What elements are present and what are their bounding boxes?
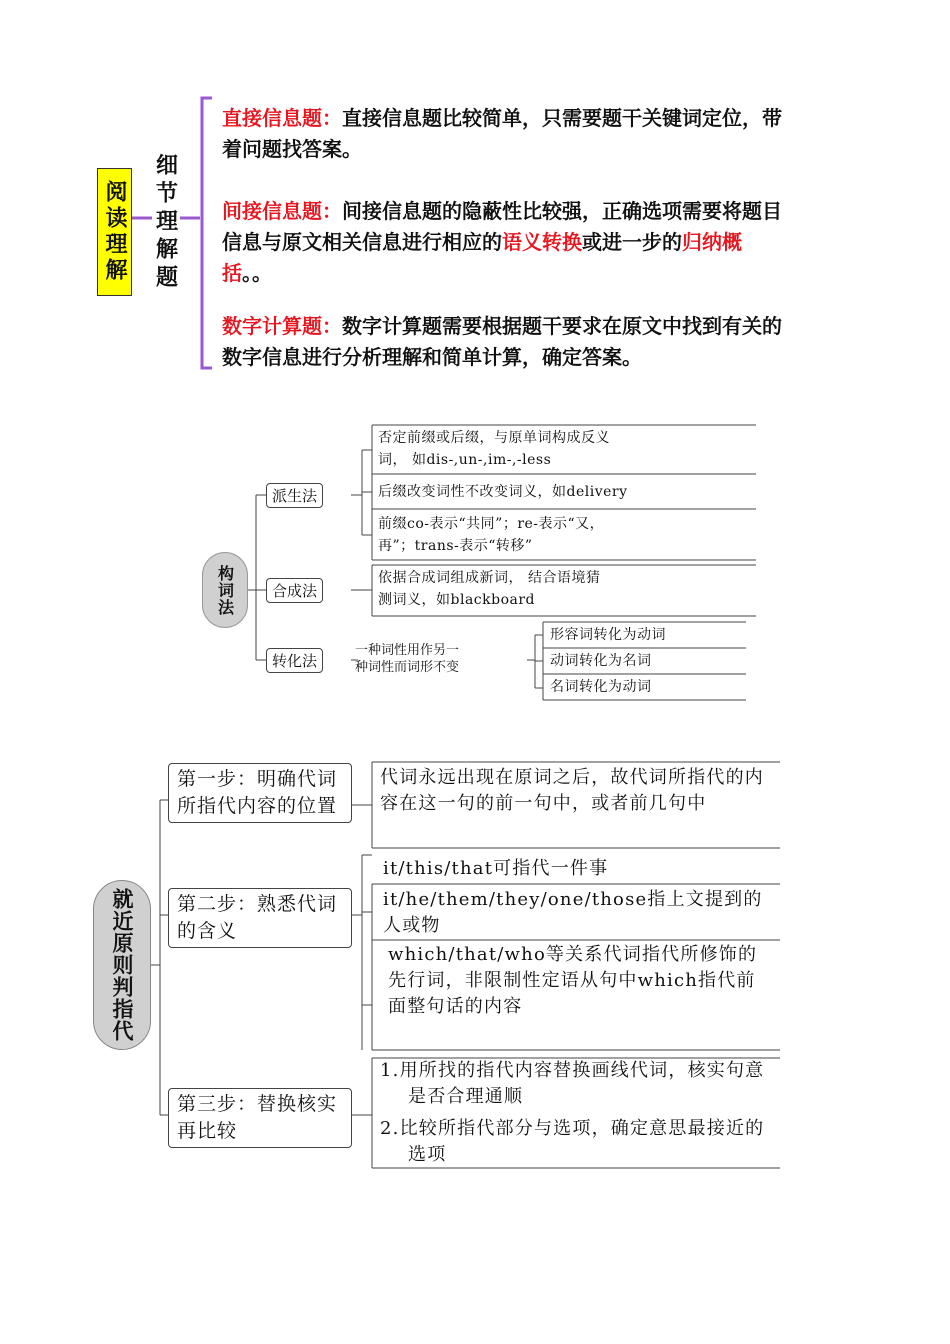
step-2-detail-2: it/he/them/they/one/those指上文提到的人或物 <box>383 889 763 936</box>
step-2-detail-3: which/that/who等关系代词指代所修饰的先行词，非限制性定语从句中which指代前面整句话的内容 <box>388 944 758 1017</box>
reading-root-label: 阅读理解 <box>102 180 127 284</box>
detail-question-label: 细节理解题 <box>152 153 178 293</box>
step-2-detail-1: it/this/that可指代一件事 <box>383 858 609 879</box>
conversion-leaf-2: 动词转化为名词 <box>550 653 652 669</box>
derivation-leaf-1: 否定前缀或后缀，与原单词构成反义 词， 如dis-,un-,im-,-less <box>378 430 610 468</box>
step-3-detail-1: 1.用所找的指代内容替换画线代词，核实句意是否合理通顺 <box>380 1060 765 1107</box>
branch-compounding: 合成法 <box>266 578 323 603</box>
step-3-box: 第三步：替换核实再比较 <box>168 1088 352 1148</box>
conversion-leaf-1: 形容词转化为动词 <box>550 627 666 643</box>
derivation-leaf-2: 后缀改变词性不改变词义，如delivery <box>378 484 628 500</box>
conversion-description: 一种词性用作另一 种词性而词形不变 <box>355 643 460 675</box>
number-calc-title: 数字计算题： <box>222 314 342 338</box>
step-3-detail-2: 2.比较所指代部分与选项，确定意思最接近的选项 <box>380 1118 765 1165</box>
step-1-detail: 代词永远出现在原词之后，故代词所指代的内容在这一句的前一句中，或者前几句中 <box>380 767 764 814</box>
conversion-leaf-3: 名词转化为动词 <box>550 679 652 695</box>
direct-info-item <box>222 103 782 165</box>
word-formation-root: 构词法 <box>202 552 248 628</box>
compounding-leaf-1: 依据合成词组成新词， 结合语境猜 测词义，如blackboard <box>378 570 601 608</box>
branch-conversion: 转化法 <box>266 648 323 673</box>
direct-info-text: 直接信息题比较简单，只需要题干关键词定位，带着问题找答案。 <box>222 106 782 161</box>
pronoun-rule-root: 就近原则判指代 <box>93 880 151 1050</box>
step-2-box: 第二步：熟悉代词的含义 <box>168 888 352 948</box>
induction-highlight: 归纳概括 <box>222 230 742 285</box>
direct-info-title: 直接信息题： <box>222 106 342 130</box>
indirect-info-text-c: 。。 <box>242 261 272 285</box>
branch-derivation: 派生法 <box>266 483 323 508</box>
reading-root-box <box>97 168 132 296</box>
derivation-leaf-3: 前缀co-表示“共同”；re-表示“又， 再”；trans-表示“转移” <box>378 516 605 554</box>
number-calc-text: 数字计算题需要根据题干要求在原文中找到有关的数字信息进行分析理解和简单计算，确定答案。 <box>222 314 782 369</box>
step-1-box: 第一步：明确代词所指代内容的位置 <box>168 763 352 823</box>
indirect-info-item <box>222 196 782 289</box>
indirect-info-text-b: 或进一步的 <box>582 230 682 254</box>
semantic-conversion-highlight: 语义转换 <box>502 230 582 254</box>
indirect-info-title: 间接信息题： <box>222 199 342 223</box>
indirect-info-text-a: 间接信息题的隐蔽性比较强，正确选项需要将题目信息与原文相关信息进行相应的 <box>222 199 782 254</box>
number-calc-item <box>222 311 782 373</box>
